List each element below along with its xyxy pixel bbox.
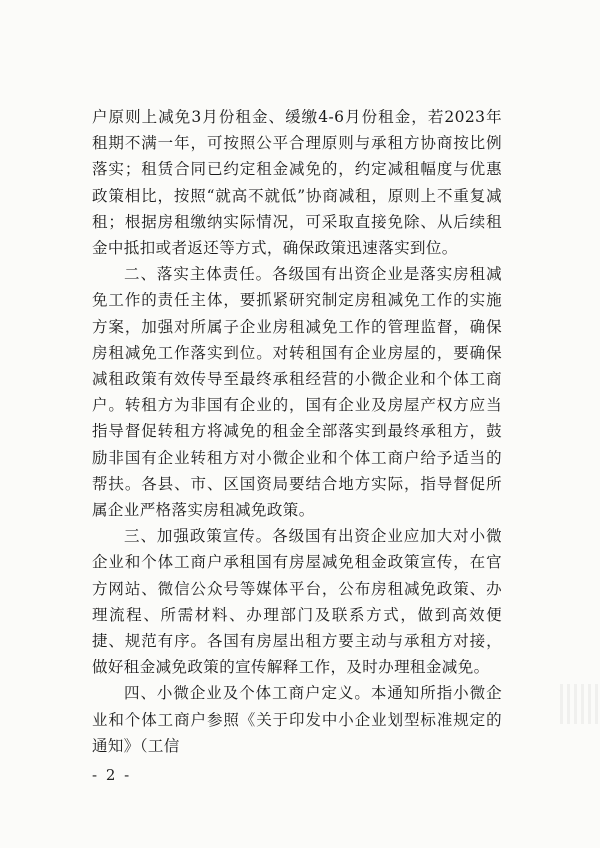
paragraph-section-3: 三、加强政策宣传。各级国有出资企业应加大对小微企业和个体工商户承租国有房屋减免租金政策宣传，在官方网站、微信公众号等媒体平台，公布房租减免政策、办理流程、所需材料、办理部门及联系方式，做到高效便捷、规范有序。各国有房屋出租方要主动与承租方对接，做好租金减免政策的宣传解释工作，及时办理租金减免。 (92, 527, 502, 677)
paragraph-section-2: 二、落实主体责任。各级国有出资企业是落实房租减免工作的责任主体，要抓紧研究制定房租减免工作的实施方案，加强对所属子企业房租减免工作的管理监督，确保房租减免工作落实到位。对转租国有企业房屋的，要确保减租政策有效传导至最终承租经营的小微企业和个体工商户。转租方为非国有企业的，国有企业及房屋产权方应当指导督促转租方将减免的租金全部落实到最终承租方，鼓励非国有企业转租方对小微企业和个体工商户给予适当的帮扶。各县、市、区国资局要结合地方实际，指导督促所属企业严格落实房租减免政策。 (92, 265, 502, 520)
paragraph-continuation: 户原则上减免3月份租金、缓缴4-6月份租金，若2023年租期不满一年，可按照公平合理原则与承租方协商按比例落实；租赁合同已约定租金减免的，约定减租幅度与优惠政策相比，按照“就高不就低”协商减租，原则上不重复减租；根据房租缴纳实际情况，可采取直接免除、从后续租金中抵扣或者返还等方式，确保政策迅速落实到位。 (92, 108, 502, 258)
document-body (92, 104, 502, 759)
page-number: - 2 - (92, 766, 132, 784)
paragraph-section-4: 四、小微企业及个体工商户定义。本通知所指小微企业和个体工商户参照《关于印发中小企业划型标准规定的通知》（工信 (92, 684, 502, 755)
show-through-mark (560, 684, 600, 724)
